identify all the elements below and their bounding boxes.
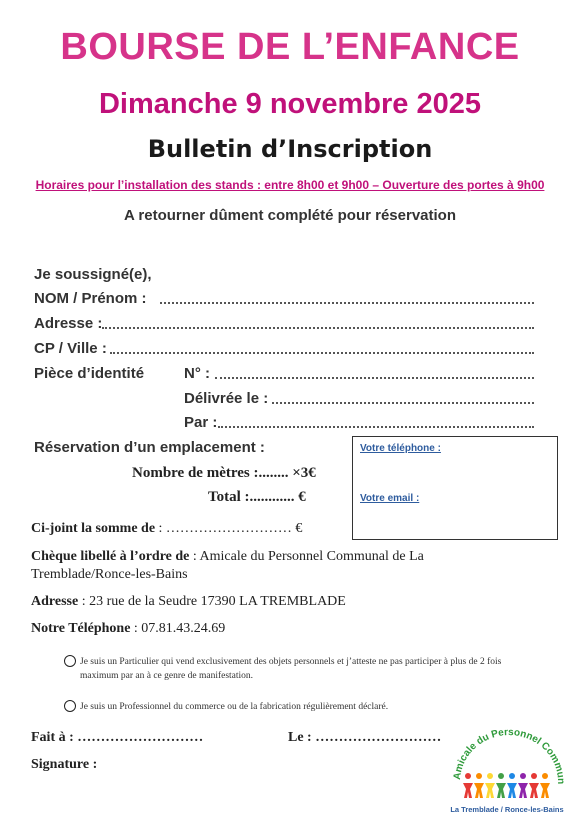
logo-person-body <box>496 783 506 798</box>
adresse-label: Adresse : <box>34 315 103 332</box>
contact-box <box>352 436 558 540</box>
telephone-line <box>31 621 225 637</box>
event-title: BOURSE DE L’ENFANCE <box>60 26 520 68</box>
cheque-value: : Amicale du Personnel Communal de La Tremblade/Ronce-les-Bains <box>31 549 424 582</box>
logo-arc-text: Amicale du Personnel Commun <box>451 726 567 785</box>
logo-person-body <box>507 783 517 798</box>
adresse-line <box>31 594 346 610</box>
nom-field[interactable] <box>160 302 534 304</box>
logo-person-body <box>485 783 495 798</box>
logo-person-body <box>529 783 539 798</box>
fait-a-field[interactable]: Fait à : ……………………… <box>31 730 204 745</box>
logo-person-body <box>540 783 550 798</box>
numero-label: N° : <box>184 365 210 382</box>
event-date: Dimanche 9 novembre 2025 <box>98 88 481 120</box>
logo-person-body <box>518 783 528 798</box>
logo-person-head <box>531 773 537 779</box>
logo-person-head <box>487 773 493 779</box>
par-label: Par : <box>184 414 218 431</box>
email-field[interactable] <box>359 507 551 535</box>
logo-person-head <box>465 773 471 779</box>
par-field[interactable] <box>218 426 534 428</box>
payee-phone-value: : 07.81.43.24.69 <box>130 621 226 636</box>
ci-joint-line[interactable] <box>31 521 302 537</box>
logo-bottom-text: La Tremblade / Ronce-les-Bains <box>450 805 564 814</box>
professionnel-radio[interactable] <box>64 700 76 712</box>
cheque-line <box>31 548 491 584</box>
logo-person-head <box>542 773 548 779</box>
adresse-field[interactable] <box>102 327 534 329</box>
particulier-option-text: Je suis un Particulier qui vend exclusivement des objets personnels et j’atteste ne pas participer à plus de 2 fois maximum par an à ce genre de manifestation. <box>80 657 502 681</box>
ci-joint-label: Ci-joint la somme de <box>31 521 156 536</box>
return-instruction: A retourner dûment complété pour réservation <box>123 207 456 224</box>
logo-people-group <box>463 773 550 798</box>
logo-person-body <box>463 783 473 798</box>
cp-ville-field[interactable] <box>110 352 534 354</box>
logo-person-head <box>509 773 515 779</box>
delivree-field[interactable] <box>272 402 534 404</box>
total-label[interactable]: Total :............ € <box>208 489 306 505</box>
cheque-label: Chèque libellé à l’ordre de <box>31 549 190 564</box>
date-field[interactable]: Le : ……………………… <box>288 730 442 745</box>
nom-label: NOM / Prénom : <box>34 290 147 307</box>
schedule-note: Horaires pour l’installation des stands : entre 8h00 et 9h00 – Ouverture des portes à 9h00 <box>35 178 545 192</box>
soussigne-label: Je soussigné(e), <box>34 266 152 283</box>
email-label: Votre email : <box>360 493 420 504</box>
logo-graphic <box>446 726 568 822</box>
phone-label: Votre téléphone : <box>360 443 441 454</box>
particulier-radio[interactable] <box>64 655 76 667</box>
logo-person-body <box>474 783 484 798</box>
numero-field[interactable] <box>215 377 534 379</box>
professionnel-option-text: Je suis un Professionnel du commerce ou de la fabrication régulièrement déclaré. <box>80 702 389 712</box>
ci-joint-field[interactable]: : ……………………… € <box>155 521 303 536</box>
payee-address-label: Adresse <box>31 594 79 609</box>
form-title: Bulletin d’Inscription <box>147 135 433 163</box>
logo-person-head <box>476 773 482 779</box>
phone-field[interactable] <box>359 457 551 487</box>
logo-person-head <box>498 773 504 779</box>
cp-ville-label: CP / Ville : <box>34 340 107 357</box>
logo-person-head <box>520 773 526 779</box>
signature-label: Signature : <box>31 757 98 772</box>
nombre-metres-label[interactable]: Nombre de mètres :........ ×3€ <box>132 465 316 481</box>
amicale-logo <box>446 726 568 822</box>
payee-phone-label: Notre Téléphone <box>31 621 131 636</box>
payee-address-value: : 23 rue de la Seudre 17390 LA TREMBLADE <box>78 594 346 609</box>
piece-identite-label: Pièce d’identité <box>34 365 145 382</box>
reservation-label: Réservation d’un emplacement : <box>34 439 265 456</box>
delivree-label: Délivrée le : <box>184 390 269 407</box>
